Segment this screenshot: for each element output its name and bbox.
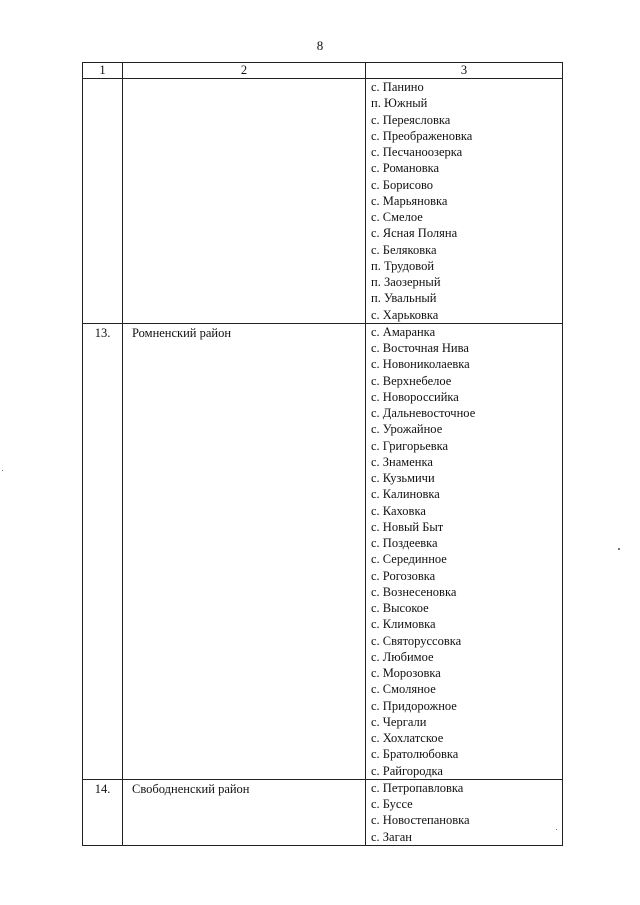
settlement-item: с. Восточная Нива: [371, 341, 469, 355]
settlement-item: с. Преображеновка: [371, 128, 473, 143]
settlement-item: с. Райгородка: [371, 763, 443, 778]
settlement-item: с. Серединное: [371, 552, 447, 567]
scan-speck: [556, 829, 557, 830]
settlement-item: с. Петропавловка: [371, 780, 464, 795]
settlement-item: с. Ясная Поляна: [371, 226, 458, 241]
settlement-item: п. Трудовой: [371, 258, 435, 273]
table-row: [83, 323, 563, 779]
settlement-item: с. Новониколаевка: [371, 357, 470, 372]
settlement-item: с. Калиновка: [371, 487, 440, 502]
settlement-item: с. Святоруссовка: [371, 633, 462, 648]
scan-speck: [618, 548, 620, 550]
settlement-item: с. Рогозовка: [371, 568, 436, 583]
page-number: 8: [316, 38, 324, 53]
settlement-item: с. Климовка: [371, 617, 436, 632]
settlement-item: с. Харьковка: [371, 307, 439, 322]
settlement-item: с. Панино: [371, 80, 424, 94]
table-row: [83, 79, 563, 324]
row-number: [83, 79, 123, 324]
settlement-list: [366, 779, 563, 845]
settlement-item: с. Верхнебелое: [371, 373, 452, 388]
settlement-item: с. Чергали: [371, 714, 427, 729]
settlement-item: с. Переясловка: [371, 112, 451, 127]
settlement-item: с. Романовка: [371, 161, 440, 176]
settlement-item: с. Каховка: [371, 503, 426, 518]
column-header-1: 1: [83, 63, 123, 79]
settlement-item: с. Знаменка: [371, 454, 433, 469]
settlement-item: с. Хохлатское: [371, 731, 444, 745]
district-name: Свободненский район: [123, 779, 366, 845]
settlement-item: с. Придорожное: [371, 698, 457, 713]
settlement-item: с. Кузьмичи: [371, 471, 435, 485]
settlement-item: с. Григорьевка: [371, 438, 449, 453]
district-name: Ромненский район: [123, 323, 366, 779]
settlement-item: с. Любимое: [371, 649, 434, 664]
settlement-item: с. Новый Быт: [371, 519, 444, 534]
settlement-item: с. Дальневосточное: [371, 406, 476, 420]
settlement-item: с. Новороссийка: [371, 389, 459, 404]
settlement-item: с. Морозовка: [371, 666, 441, 680]
table-row: [83, 779, 563, 845]
settlement-item: с. Смелое: [371, 210, 423, 224]
settlements-table: [82, 62, 563, 846]
settlement-item: с. Смоляное: [371, 682, 436, 697]
settlement-item: с. Братолюбовка: [371, 747, 459, 762]
settlement-item: с. Амаранка: [371, 324, 436, 339]
settlement-item: с. Высокое: [371, 601, 429, 615]
settlement-item: с. Буссе: [371, 797, 413, 811]
settlement-item: с. Марьяновка: [371, 193, 448, 208]
settlement-item: п. Южный: [371, 96, 428, 111]
settlement-list: [366, 323, 563, 779]
settlement-item: с. Борисово: [371, 177, 434, 192]
row-number: 14.: [83, 779, 123, 845]
settlement-item: с. Вознесеновка: [371, 584, 457, 599]
table-header: [83, 63, 563, 79]
settlement-item: с. Заган: [371, 829, 412, 844]
row-number: 13.: [83, 323, 123, 779]
settlement-item: п. Увальный: [371, 291, 437, 306]
settlement-item: с. Новостепановка: [371, 813, 470, 828]
scan-speck: [2, 470, 3, 471]
table-body: [83, 79, 563, 846]
settlement-item: п. Заозерный: [371, 275, 441, 289]
settlement-item: с. Поздеевка: [371, 536, 438, 550]
settlement-list: [366, 79, 563, 324]
district-name: [123, 79, 366, 324]
settlement-item: с. Песчаноозерка: [371, 145, 463, 159]
column-header-2: 2: [123, 63, 366, 79]
settlement-item: с. Беляковка: [371, 242, 437, 257]
settlement-item: с. Урожайное: [371, 422, 443, 437]
column-header-3: 3: [366, 63, 563, 79]
